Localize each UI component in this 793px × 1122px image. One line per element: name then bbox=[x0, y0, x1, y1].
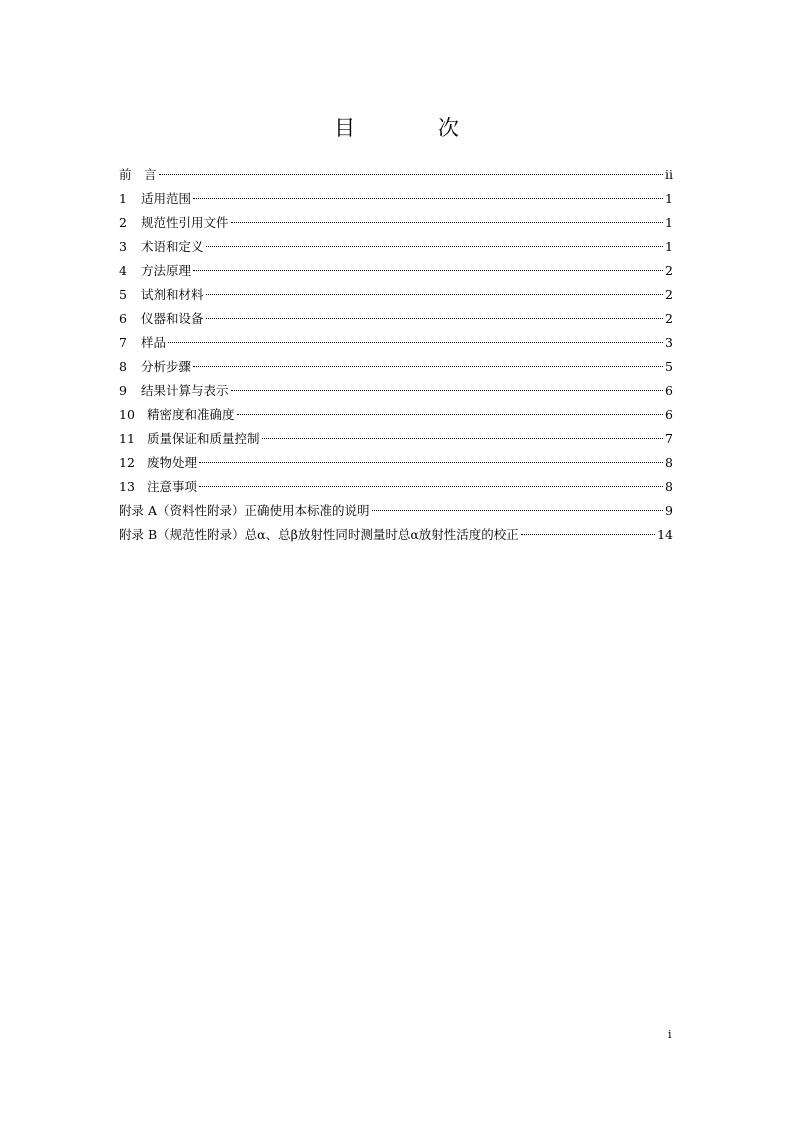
toc-leader-dots bbox=[159, 174, 663, 175]
toc-entry-number: 12 bbox=[119, 455, 135, 470]
toc-entry-1[interactable] bbox=[119, 187, 673, 211]
toc-entry-3[interactable] bbox=[119, 235, 673, 259]
toc-entry-page: 2 bbox=[665, 287, 673, 302]
toc-leader-dots bbox=[193, 366, 663, 367]
toc-entry-number: 8 bbox=[119, 359, 127, 374]
toc-entry-page: 1 bbox=[665, 191, 673, 206]
toc-entry-label: 适用范围 bbox=[141, 191, 192, 206]
toc-leader-dots bbox=[262, 438, 664, 439]
toc-entry-12[interactable] bbox=[119, 451, 673, 475]
toc-entry-page: 9 bbox=[665, 503, 673, 518]
toc-entry-page: 2 bbox=[665, 311, 673, 326]
toc-leader-dots bbox=[168, 342, 663, 343]
toc-entry-label: 分析步骤 bbox=[141, 359, 192, 374]
toc-entry-7[interactable] bbox=[119, 331, 673, 355]
toc-list bbox=[119, 163, 673, 547]
toc-entry-number: 9 bbox=[119, 383, 127, 398]
toc-leader-dots bbox=[199, 462, 663, 463]
toc-entry-label: 废物处理 bbox=[147, 455, 198, 470]
toc-entry-page: ii bbox=[665, 167, 673, 182]
toc-entry-number: 11 bbox=[119, 431, 135, 446]
toc-entry-page: 1 bbox=[665, 215, 673, 230]
toc-leader-dots bbox=[372, 510, 664, 511]
toc-entry-page: 14 bbox=[657, 527, 673, 542]
toc-entry-number: 5 bbox=[119, 287, 127, 302]
toc-leader-dots bbox=[199, 486, 663, 487]
toc-leader-dots bbox=[237, 414, 664, 415]
toc-entry-13[interactable] bbox=[119, 475, 673, 499]
toc-entry-label: 样品 bbox=[141, 335, 167, 350]
toc-leader-dots bbox=[521, 534, 655, 535]
toc-entry-label: 注意事项 bbox=[147, 479, 198, 494]
toc-leader-dots bbox=[206, 246, 664, 247]
toc-entry-number: 13 bbox=[119, 479, 135, 494]
toc-entry-page: 6 bbox=[665, 383, 673, 398]
toc-entry-label: 术语和定义 bbox=[141, 239, 204, 254]
toc-entry-label: 前 言 bbox=[119, 167, 157, 182]
toc-entry-9[interactable] bbox=[119, 379, 673, 403]
toc-entry-label: 试剂和材料 bbox=[141, 287, 204, 302]
toc-entry-page: 5 bbox=[665, 359, 673, 374]
toc-entry-number: 3 bbox=[119, 239, 127, 254]
toc-entry-11[interactable] bbox=[119, 427, 673, 451]
toc-entry-label: 仪器和设备 bbox=[141, 311, 204, 326]
toc-entry-label: 结果计算与表示 bbox=[141, 383, 229, 398]
toc-entry-page: 2 bbox=[665, 263, 673, 278]
toc-entry-number: 4 bbox=[119, 263, 127, 278]
toc-entry-preface[interactable] bbox=[119, 163, 673, 187]
toc-entry-page: 7 bbox=[665, 431, 673, 446]
toc-entry-2[interactable] bbox=[119, 211, 673, 235]
toc-leader-dots bbox=[231, 222, 664, 223]
toc-entry-appendix-a[interactable] bbox=[119, 499, 673, 523]
toc-entry-page: 6 bbox=[665, 407, 673, 422]
page-number: i bbox=[668, 1028, 672, 1041]
toc-entry-4[interactable] bbox=[119, 259, 673, 283]
toc-entry-label: 规范性引用文件 bbox=[141, 215, 229, 230]
toc-entry-label: 质量保证和质量控制 bbox=[147, 431, 260, 446]
toc-entry-8[interactable] bbox=[119, 355, 673, 379]
toc-leader-dots bbox=[206, 318, 664, 319]
toc-entry-label: 方法原理 bbox=[141, 263, 192, 278]
toc-leader-dots bbox=[193, 198, 663, 199]
toc-entry-label: 附录 B（规范性附录）总α、总β放射性同时测量时总α放射性活度的校正 bbox=[119, 527, 519, 542]
toc-entry-number: 2 bbox=[119, 215, 127, 230]
toc-title: 目 次 bbox=[334, 116, 497, 140]
toc-leader-dots bbox=[206, 294, 664, 295]
toc-entry-number: 6 bbox=[119, 311, 127, 326]
toc-entry-page: 1 bbox=[665, 239, 673, 254]
toc-entry-page: 8 bbox=[665, 479, 673, 494]
toc-entry-label: 精密度和准确度 bbox=[147, 407, 235, 422]
toc-leader-dots bbox=[193, 270, 663, 271]
toc-entry-page: 3 bbox=[665, 335, 673, 350]
toc-entry-number: 7 bbox=[119, 335, 127, 350]
toc-entry-label: 附录 A（资料性附录）正确使用本标准的说明 bbox=[119, 503, 370, 518]
toc-entry-10[interactable] bbox=[119, 403, 673, 427]
toc-entry-6[interactable] bbox=[119, 307, 673, 331]
toc-entry-5[interactable] bbox=[119, 283, 673, 307]
toc-entry-number: 1 bbox=[119, 191, 127, 206]
toc-entry-page: 8 bbox=[665, 455, 673, 470]
toc-leader-dots bbox=[231, 390, 664, 391]
toc-entry-number: 10 bbox=[119, 407, 135, 422]
toc-entry-appendix-b[interactable] bbox=[119, 523, 673, 547]
